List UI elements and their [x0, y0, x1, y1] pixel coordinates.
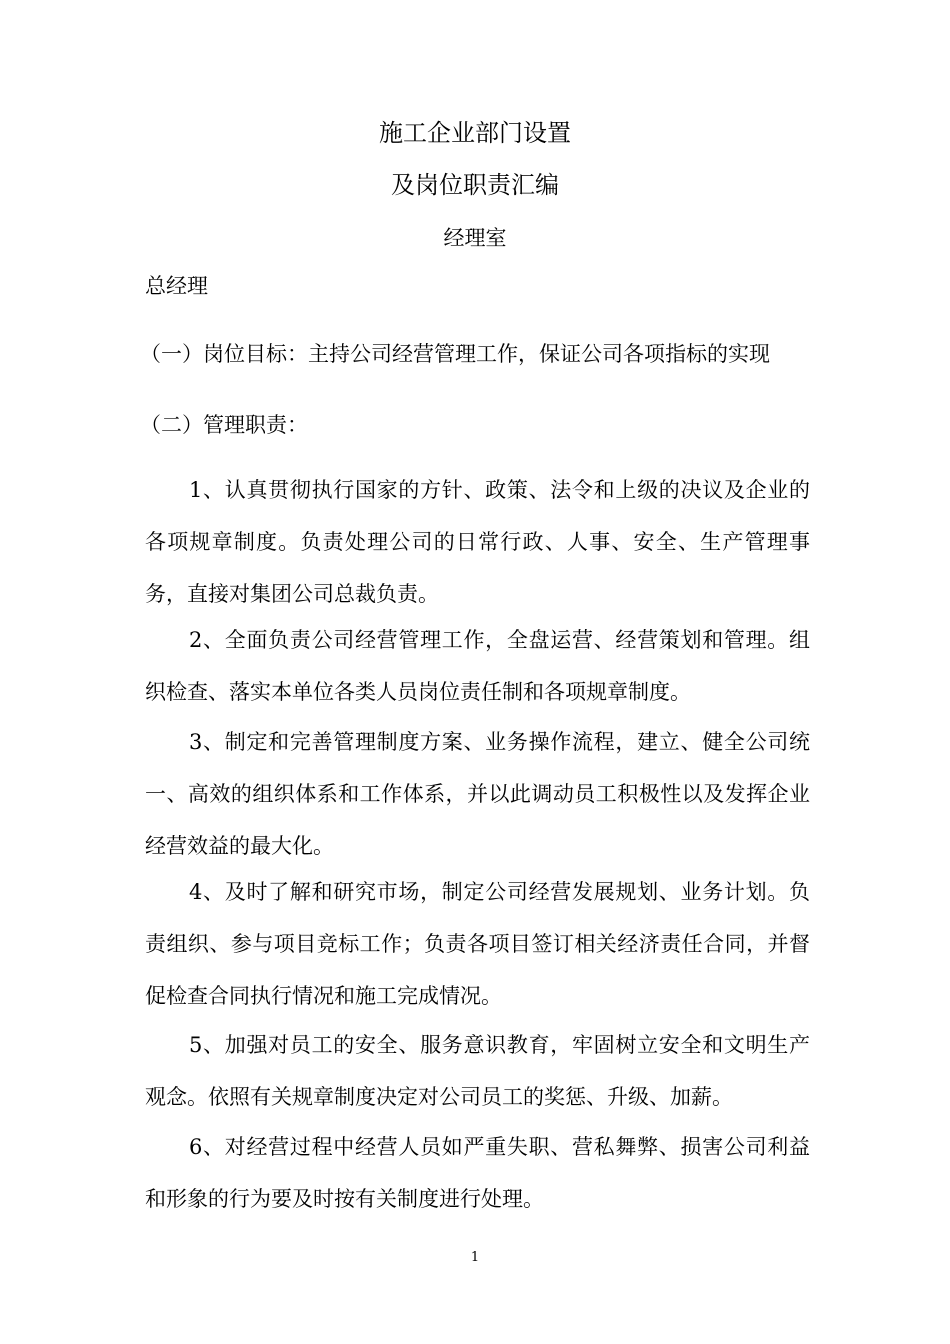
page-number: 1: [470, 1250, 480, 1265]
duty-paragraph-3: 3、制定和完善管理制度方案、业务操作流程，建立、健全公司统一、高效的组织体系和工作体系，并以此调动员工积极性以及发挥企业经营效益的最大化。: [145, 730, 810, 858]
document-title-line2: 及岗位职责汇编: [391, 171, 559, 199]
duty-paragraph-2: 2、全面负责公司经营管理工作，全盘运营、经营策划和管理。组织检查、落实本单位各类人员岗位责任制和各项规章制度。: [145, 628, 810, 704]
duty-paragraph-4: 4、及时了解和研究市场，制定公司经营发展规划、业务计划。负责组织、参与项目竞标工作；负责各项目签订相关经济责任合同，并督促检查合同执行情况和施工完成情况。: [145, 880, 810, 1008]
duty-paragraph-5: 5、加强对员工的安全、服务意识教育，牢固树立安全和文明生产观念。依照有关规章制度决定对公司员工的奖惩、升级、加薪。: [145, 1033, 810, 1109]
position-goal: （一）岗位目标：主持公司经营管理工作，保证公司各项指标的实现: [140, 342, 770, 366]
document-title-line1: 施工企业部门设置: [379, 119, 571, 147]
duty-paragraph-6: 6、对经营过程中经营人员如严重失职、营私舞弊、损害公司利益和形象的行为要及时按有关制度进行处理。: [145, 1135, 810, 1211]
duty-paragraph-1: 1、认真贯彻执行国家的方针、政策、法令和上级的决议及企业的各项规章制度。负责处理公司的日常行政、人事、安全、生产管理事务，直接对集团公司总裁负责。: [145, 478, 810, 606]
position-heading: 总经理: [145, 274, 208, 298]
duties-heading: （二）管理职责：: [140, 413, 308, 437]
department-heading: 经理室: [443, 226, 507, 250]
